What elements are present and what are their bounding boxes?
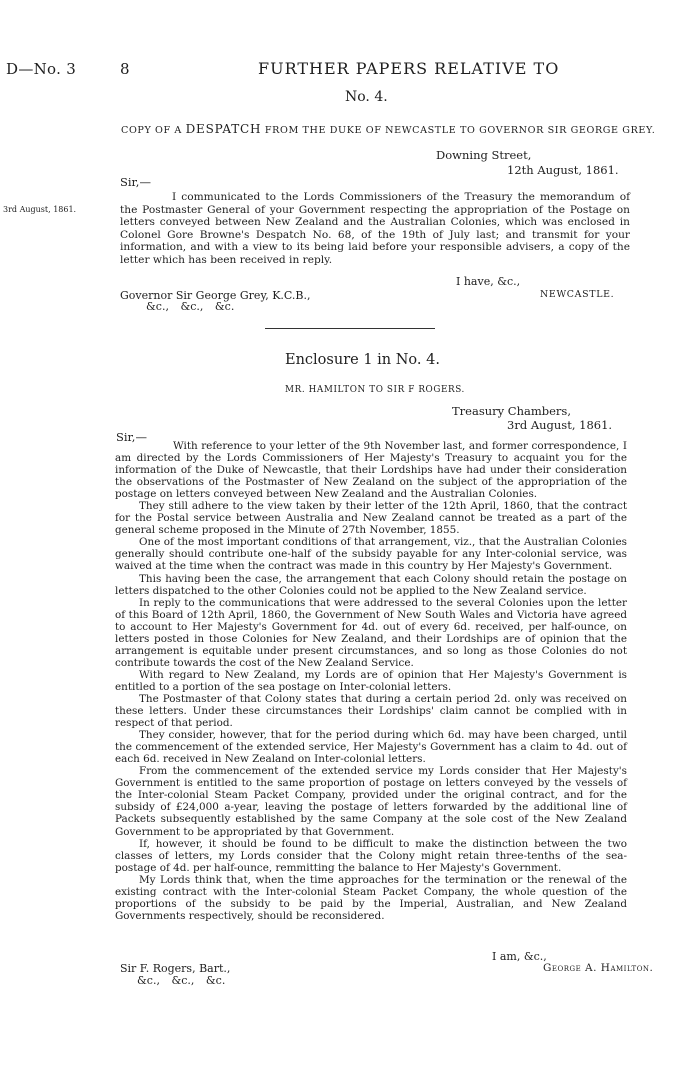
margin-note: 3rd August, 1861. [3,205,77,214]
paragraph: One of the most important conditions of that arrangement, viz., that the Australian Colonies generally should contribute one-half of the subsidy payable for any Inter-colonial service, was waived at the time when the contract was made in this country by Her Majesty's Government. [115,536,627,573]
caption-despatch: DESPATCH [185,122,262,136]
despatch-addressee: Governor Sir George Grey, K.C.B., [120,289,311,302]
despatch-body [120,191,630,267]
paragraph: If, however, it should be found to be difficult to make the distinction between the two classes of letters, my Lords consider that the Colony might retain three-tenths of the sea-postage of 4d. per half-ounce, remmitting the balance to Her Majesty's Government. [115,837,627,874]
despatch-signer: NEWCASTLE. [540,289,615,300]
despatch-closing: I have, &c., [456,275,521,288]
paragraph: They consider, however, that for the period during which 6d. may have been charged, until the commencement of the extended service, Her Majesty's Government has a claim to 4d. out of each 6d. received in New Zealand on Inter-colonial letters. [115,729,627,766]
paragraph: With regard to New Zealand, my Lords are of opinion that Her Majesty's Government is entitled to a portion of the sea postage on Inter-colonial letters. [115,668,627,693]
enclosure-salutation: Sir,— [116,430,147,444]
caption-post: FROM THE DUKE OF NEWCASTLE TO GOVERNOR SIR GEORGE GREY. [264,125,656,136]
enclosure-subtitle: MR. HAMILTON TO SIR F ROGERS. [285,385,465,395]
paragraph: They still adhere to the view taken by their letter of the 12th April, 1860, that the contract for the Postal service between Australia and New Zealand cannot be treated as a part of the general scheme proposed in the Minute of 27th November, 1855. [115,500,627,537]
document-reference: D—No. 3 [6,60,77,78]
despatch-salutation: Sir,— [120,175,151,189]
paragraph: I communicated to the Lords Commissioners of the Treasury the memorandum of the Postmaster General of your Government respecting the appropriation of the Postage on letters conveyed between New Zealand and the Australian Colonies, which was enclosed in Colonel Gore Browne's Despatch No. 68, of the 19th of July last; and transmit for your information, and with a view to its being laid before your responsible advisers, a copy of the letter which has been received in reply. [120,191,630,266]
paragraph: From the commencement of the extended service my Lords consider that Her Majesty's Government is entitled to the same proportion of postage on letters conveyed by the vessels of the Inter-colonial Steam Packet Company, provided under the original contract, and for the subsidy of £24,000 a-year, leaving the postage of letters forwarded by the additional line of Packets subsequently established by the same Company at the sole cost of the New Zealand Government to be appropriated by that Government. [115,765,627,838]
paragraph: My Lords think that, when the time approaches for the termination or the renewal of the existing contract with the Inter-colonial Steam Packet Company, the whole question of the proportions of the subsidy to be paid by the Imperial, Australian, and New Zealand Governments respectively, should be reconsidered. [115,873,627,922]
paragraph: This having been the case, the arrangement that each Colony should retain the postage on letters dispatched to the other Colonies could not be applied to the New Zealand service. [115,572,627,597]
despatch-addressee-etc: &c., &c., &c. [146,300,235,313]
enclosure-title: Enclosure 1 in No. 4. [285,352,440,368]
despatch-date: 12th August, 1861. [507,163,619,177]
paragraph: In reply to the communications that were addressed to the several Colonies upon the letter of this Board of 12th April, 1860, the Government of New South Wales and Victoria have agreed to account to Her Majesty's Government for 4d. out of every 6d. received, per half-ounce, on letters posted in those Colonies for New Zealand, and their Lordships are of opinion that the arrangement is equitable under present circumstances, and so long as those Colonies do not contribute towards the cost of the New Zealand Service. [115,596,627,669]
paragraph: With reference to your letter of the 9th November last, and former correspondence, I am directed by the Lords Commissioners of Her Majesty's Treasury to acquaint you for the information of the Duke of Newcastle, that their Lordships have had under their consideration the observations of the Postmaster of New Zealand on the subject of the appropriation of the postage on letters conveyed between New Zealand and the Australian Colonies. [115,440,627,501]
despatch-caption [121,122,655,136]
page-number: 8 [120,60,130,78]
enclosure-date: 3rd August, 1861. [507,418,613,432]
section-divider [265,328,435,329]
enclosure-signer: George A. Hamilton. [543,962,654,974]
running-title: FURTHER PAPERS RELATIVE TO [258,59,560,78]
paragraph: The Postmaster of that Colony states that during a certain period 2d. only was received on these letters. Under these circumstances their Lordships' claim cannot be complied with in respect of that period. [115,692,627,730]
enclosure-place: Treasury Chambers, [452,404,571,418]
enclosure-addressee: Sir F. Rogers, Bart., [120,962,231,975]
caption-pre: COPY OF A [121,125,182,136]
enclosure-closing: I am, &c., [492,950,547,963]
enclosure-addressee-etc: &c., &c., &c. [137,974,226,987]
despatch-place: Downing Street, [436,148,532,162]
enclosure-body [115,440,627,922]
despatch-number: No. 4. [345,89,388,105]
